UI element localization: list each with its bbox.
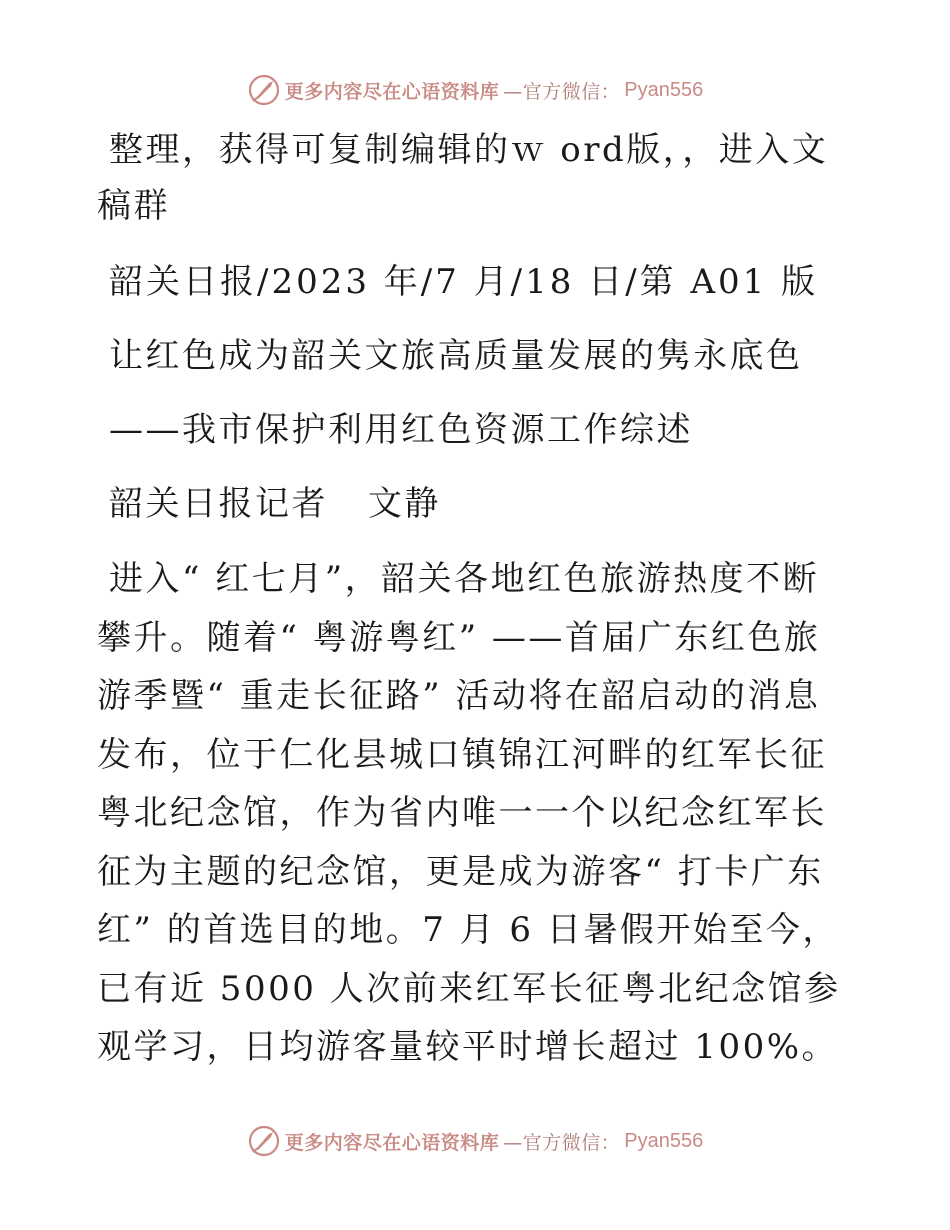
- header-watermark: [0, 70, 950, 110]
- watermark-text: 更多内容尽在心语资料库: [284, 80, 500, 103]
- article-subtitle: ——我市保护利用红色资源工作综述: [109, 410, 693, 450]
- intro-paragraph: 整理，获得可复制编辑的ｗ ord版，，进入文稿群: [97, 130, 829, 226]
- watermark-text: 更多内容尽在心语资料库: [284, 1131, 500, 1154]
- watermark-wechat-id: Pyan556: [624, 78, 704, 101]
- watermark-wechat-label: —官方微信：: [503, 1131, 621, 1154]
- body-paragraph: 进入“ 红七月”，韶关各地红色旅游热度不断攀升。随着“ 粤游粤红” ——首届广东红色旅游季暨“ 重走长征路” 活动将在韶启动的消息发布，位于仁化县城口镇锦江河畔的红军长征粤北纪念馆，作为省内唯一一个以纪念红军长征为主题的纪念馆，更是成为游客“ 打卡广东红” 的首选目的地。7 月 6 日暑假开始至今，已有近 5000 人次前来红军长征粤北纪念馆参观学习，日均游客量较平时增长超过 100%。: [97, 559, 841, 1067]
- footer-watermark: [0, 1121, 950, 1161]
- quill-logo-icon: [247, 73, 281, 107]
- source-line: 韶关日报/2023 年/7 月/18 日/第 A01 版: [109, 262, 819, 302]
- watermark-wechat-label: —官方微信：: [503, 80, 621, 103]
- quill-logo-icon: [247, 1124, 281, 1158]
- document-body: [97, 122, 852, 1077]
- byline: 韶关日报记者 文静: [109, 484, 441, 524]
- article-title: 让红色成为韶关文旅高质量发展的隽永底色: [109, 336, 803, 376]
- watermark-wechat-id: Pyan556: [624, 1129, 704, 1152]
